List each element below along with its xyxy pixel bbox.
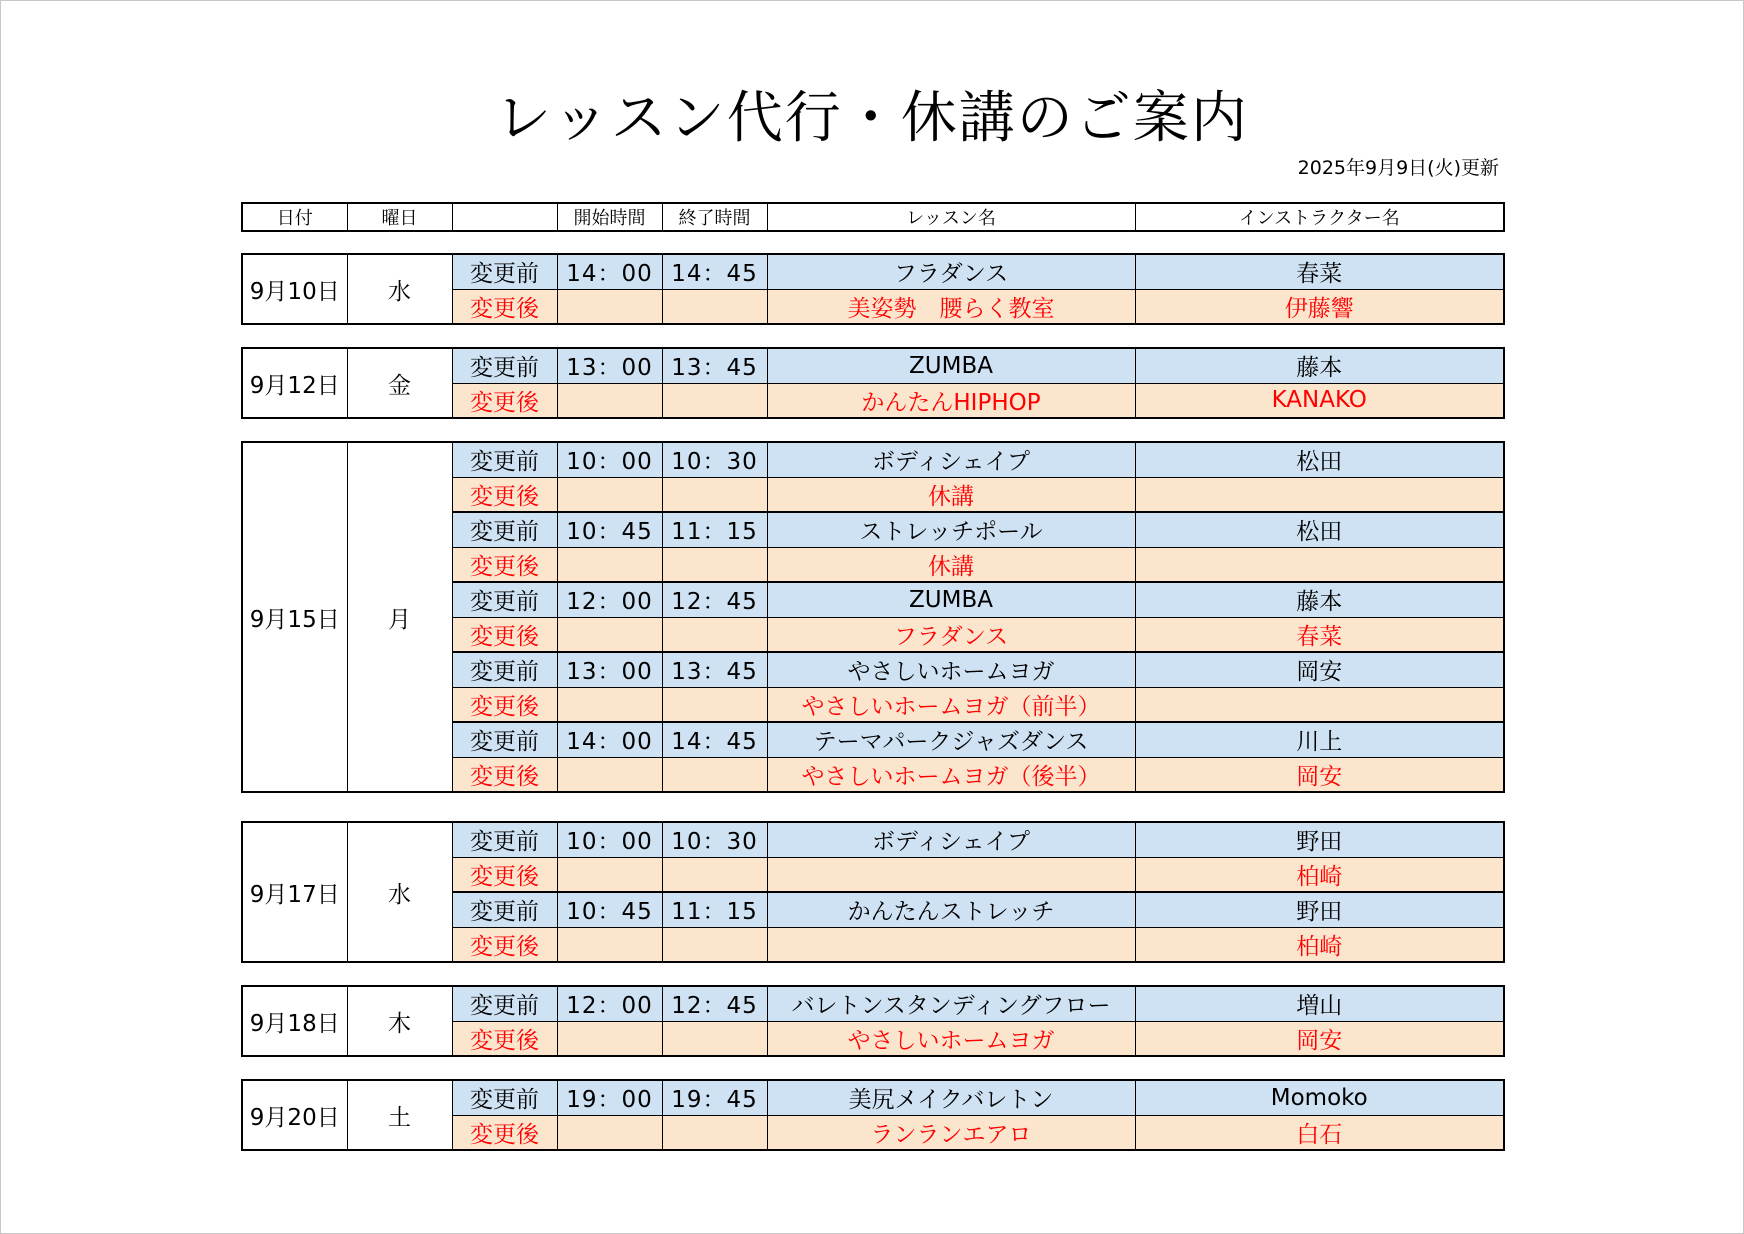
row-before-change [242, 1080, 1504, 1115]
page-title: レッスン代行・休講のご案内 [495, 86, 1249, 151]
start-time [557, 927, 662, 962]
start-time [557, 857, 662, 892]
lesson-name: やさしいホームヨガ [767, 652, 1135, 687]
start-time: 19：00 [557, 1080, 662, 1115]
start-time [557, 547, 662, 582]
header-start: 開始時間 [557, 203, 662, 231]
row-before-change [242, 822, 1504, 857]
instructor-name: 伊藤響 [1135, 289, 1504, 324]
instructor-name: 岡安 [1135, 652, 1504, 687]
lesson-name: フラダンス [767, 617, 1135, 652]
lesson-name: かんたんストレッチ [767, 892, 1135, 927]
status-label: 変更後 [452, 687, 557, 722]
end-time [662, 617, 767, 652]
header-table [241, 202, 1505, 232]
block-weekday: 金 [347, 348, 452, 418]
instructor-name [1135, 687, 1504, 722]
schedule-block [241, 821, 1505, 963]
status-label: 変更後 [452, 857, 557, 892]
start-time: 10：45 [557, 512, 662, 547]
header-lesson: レッスン名 [767, 203, 1135, 231]
block-weekday: 木 [347, 986, 452, 1056]
instructor-name: 柏崎 [1135, 857, 1504, 892]
instructor-name: 岡安 [1135, 757, 1504, 792]
block-date: 9月17日 [242, 822, 347, 962]
instructor-name: 野田 [1135, 822, 1504, 857]
end-time [662, 1021, 767, 1056]
status-label: 変更前 [452, 986, 557, 1021]
status-label: 変更前 [452, 1080, 557, 1115]
end-time: 13：45 [662, 652, 767, 687]
header-end: 終了時間 [662, 203, 767, 231]
header-date: 日付 [242, 203, 347, 231]
lesson-name: テーマパークジャズダンス [767, 722, 1135, 757]
lesson-name: ストレッチポール [767, 512, 1135, 547]
lesson-name: やさしいホームヨガ（前半） [767, 687, 1135, 722]
header-weekday: 曜日 [347, 203, 452, 231]
status-label: 変更前 [452, 348, 557, 383]
lesson-name: かんたんHIPHOP [767, 383, 1135, 418]
end-time [662, 687, 767, 722]
header-status [452, 203, 557, 231]
status-label: 変更後 [452, 383, 557, 418]
block-date: 9月15日 [242, 442, 347, 792]
status-label: 変更後 [452, 927, 557, 962]
start-time: 12：00 [557, 986, 662, 1021]
end-time: 14：45 [662, 254, 767, 289]
lesson-name [767, 927, 1135, 962]
start-time [557, 383, 662, 418]
status-label: 変更後 [452, 757, 557, 792]
status-label: 変更前 [452, 652, 557, 687]
instructor-name: 松田 [1135, 442, 1504, 477]
end-time [662, 757, 767, 792]
row-before-change [242, 254, 1504, 289]
schedule-block [241, 253, 1505, 325]
instructor-name: 春菜 [1135, 254, 1504, 289]
end-time [662, 1115, 767, 1150]
start-time: 10：00 [557, 822, 662, 857]
end-time: 12：45 [662, 582, 767, 617]
lesson-name: フラダンス [767, 254, 1135, 289]
end-time: 11：15 [662, 512, 767, 547]
lesson-name: 休講 [767, 547, 1135, 582]
instructor-name: Momoko [1135, 1080, 1504, 1115]
start-time: 14：00 [557, 254, 662, 289]
header-row [242, 203, 1504, 231]
start-time: 12：00 [557, 582, 662, 617]
start-time [557, 1115, 662, 1150]
start-time [557, 289, 662, 324]
end-time: 10：30 [662, 822, 767, 857]
block-weekday: 水 [347, 254, 452, 324]
schedule-block [241, 441, 1505, 793]
end-time: 12：45 [662, 986, 767, 1021]
end-time [662, 289, 767, 324]
instructor-name: 柏崎 [1135, 927, 1504, 962]
start-time: 14：00 [557, 722, 662, 757]
status-label: 変更前 [452, 582, 557, 617]
instructor-name: 野田 [1135, 892, 1504, 927]
instructor-name: 藤本 [1135, 348, 1504, 383]
status-label: 変更前 [452, 442, 557, 477]
status-label: 変更前 [452, 722, 557, 757]
lesson-name: ZUMBA [767, 348, 1135, 383]
status-label: 変更後 [452, 477, 557, 512]
lesson-name: ランランエアロ [767, 1115, 1135, 1150]
end-time [662, 547, 767, 582]
end-time: 19：45 [662, 1080, 767, 1115]
start-time: 10：45 [557, 892, 662, 927]
status-label: 変更後 [452, 289, 557, 324]
start-time: 13：00 [557, 348, 662, 383]
instructor-name: 松田 [1135, 512, 1504, 547]
lesson-name: ZUMBA [767, 582, 1135, 617]
lesson-name: 美姿勢 腰らく教室 [767, 289, 1135, 324]
end-time [662, 857, 767, 892]
start-time [557, 687, 662, 722]
header-instructor: インストラクター名 [1135, 203, 1504, 231]
instructor-name: 白石 [1135, 1115, 1504, 1150]
block-date: 9月12日 [242, 348, 347, 418]
status-label: 変更前 [452, 892, 557, 927]
instructor-name: 岡安 [1135, 1021, 1504, 1056]
status-label: 変更前 [452, 512, 557, 547]
lesson-name: やさしいホームヨガ [767, 1021, 1135, 1056]
end-time [662, 927, 767, 962]
block-date: 9月10日 [242, 254, 347, 324]
instructor-name: 増山 [1135, 986, 1504, 1021]
updated-date: 2025年9月9日(火)更新 [1297, 157, 1499, 179]
status-label: 変更前 [452, 254, 557, 289]
schedule-block [241, 1079, 1505, 1151]
start-time: 13：00 [557, 652, 662, 687]
end-time [662, 477, 767, 512]
start-time [557, 757, 662, 792]
instructor-name: 川上 [1135, 722, 1504, 757]
end-time: 14：45 [662, 722, 767, 757]
lesson-name: バレトンスタンディングフロー [767, 986, 1135, 1021]
instructor-name: KANAKO [1135, 383, 1504, 418]
row-before-change [242, 442, 1504, 477]
lesson-name: 休講 [767, 477, 1135, 512]
instructor-name [1135, 547, 1504, 582]
row-before-change [242, 986, 1504, 1021]
status-label: 変更前 [452, 822, 557, 857]
lesson-name: 美尻メイクバレトン [767, 1080, 1135, 1115]
end-time: 13：45 [662, 348, 767, 383]
status-label: 変更後 [452, 1115, 557, 1150]
instructor-name [1135, 477, 1504, 512]
start-time [557, 1021, 662, 1056]
status-label: 変更後 [452, 617, 557, 652]
lesson-name: ボディシェイプ [767, 442, 1135, 477]
status-label: 変更後 [452, 1021, 557, 1056]
schedule-block [241, 347, 1505, 419]
start-time [557, 477, 662, 512]
start-time: 10：00 [557, 442, 662, 477]
block-weekday: 水 [347, 822, 452, 962]
end-time: 10：30 [662, 442, 767, 477]
lesson-name: やさしいホームヨガ（後半） [767, 757, 1135, 792]
status-label: 変更後 [452, 547, 557, 582]
schedule-block [241, 985, 1505, 1057]
instructor-name: 春菜 [1135, 617, 1504, 652]
start-time [557, 617, 662, 652]
lesson-name [767, 857, 1135, 892]
end-time [662, 383, 767, 418]
block-weekday: 土 [347, 1080, 452, 1150]
block-weekday: 月 [347, 442, 452, 792]
block-date: 9月20日 [242, 1080, 347, 1150]
row-before-change [242, 348, 1504, 383]
lesson-name: ボディシェイプ [767, 822, 1135, 857]
end-time: 11：15 [662, 892, 767, 927]
instructor-name: 藤本 [1135, 582, 1504, 617]
block-date: 9月18日 [242, 986, 347, 1056]
